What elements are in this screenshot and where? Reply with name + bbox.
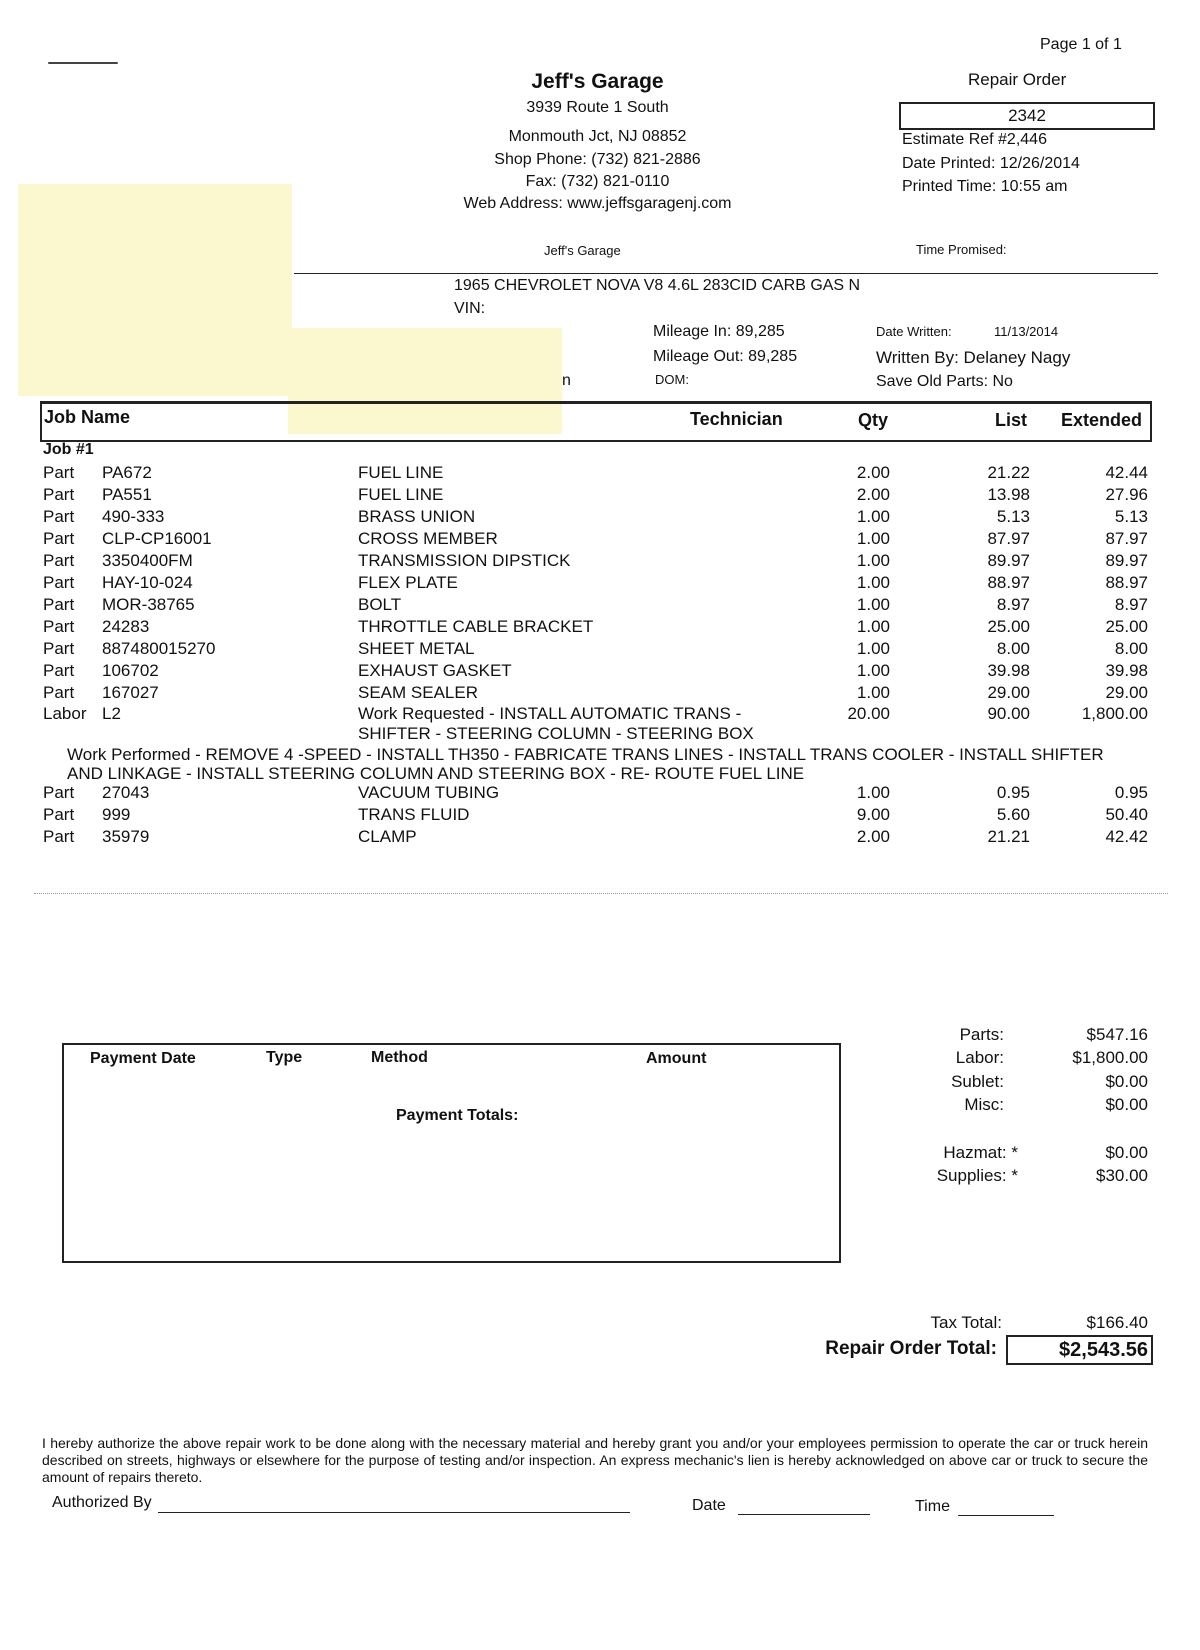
- items-end-divider: [34, 893, 1168, 894]
- column-qty: Qty: [858, 410, 889, 430]
- line-qty: 1.00: [856, 639, 890, 658]
- line-kind: Part: [43, 661, 75, 680]
- parts-total-label: Parts:: [959, 1025, 1004, 1044]
- line-extended: 8.00: [1114, 639, 1148, 658]
- table-row: [0, 617, 1200, 638]
- line-kind: Part: [43, 463, 75, 482]
- dom-label: DOM:: [655, 372, 689, 387]
- table-row: [0, 805, 1200, 826]
- line-extended: 39.98: [1105, 661, 1148, 680]
- tax-total-value: $166.40: [1086, 1313, 1148, 1332]
- payment-date-header: Payment Date: [90, 1050, 196, 1067]
- line-qty: 1.00: [856, 595, 890, 614]
- misc-total-value: $0.00: [1105, 1095, 1148, 1114]
- line-qty: 1.00: [856, 683, 890, 702]
- mileage-in: Mileage In: 89,285: [653, 323, 785, 340]
- partial-text: n: [562, 372, 571, 389]
- labor-code: L2: [102, 704, 121, 723]
- line-qty: 1.00: [856, 573, 890, 592]
- line-description: SEAM SEALER: [358, 683, 478, 702]
- line-description: EXHAUST GASKET: [358, 661, 512, 680]
- payment-box: [62, 1043, 841, 1263]
- time-label: Time: [915, 1498, 950, 1515]
- table-header-box: [40, 401, 1152, 442]
- line-list: 89.97: [987, 551, 1030, 570]
- line-kind: Part: [43, 573, 75, 592]
- work-performed-line2: AND LINKAGE - INSTALL STEERING COLUMN AND STEERING BOX - RE- ROUTE FUEL LINE: [67, 764, 805, 783]
- line-code: 999: [102, 805, 131, 824]
- shop-subname: Jeff's Garage: [544, 243, 621, 258]
- table-row: [0, 639, 1200, 660]
- line-code: 3350400FM: [102, 551, 193, 570]
- misc-total-label: Misc:: [964, 1095, 1004, 1114]
- line-list: 5.60: [996, 805, 1030, 824]
- line-extended: 42.44: [1105, 463, 1148, 482]
- job-title: Job #1: [43, 441, 94, 458]
- line-list: 5.13: [996, 507, 1030, 526]
- line-code: MOR-38765: [102, 595, 195, 614]
- payment-type-header: Type: [266, 1049, 303, 1066]
- time-signature-line[interactable]: [958, 1515, 1054, 1516]
- payment-amount-header: Amount: [646, 1050, 707, 1067]
- table-row: [0, 683, 1200, 704]
- line-list: 13.98: [987, 485, 1030, 504]
- hazmat-value: $0.00: [1105, 1143, 1148, 1162]
- line-kind: Part: [43, 683, 75, 702]
- line-kind: Part: [43, 595, 75, 614]
- payment-method-header: Method: [371, 1049, 428, 1066]
- line-list: 21.22: [987, 463, 1030, 482]
- table-row: [0, 529, 1200, 550]
- authorized-by-signature-line[interactable]: [158, 1512, 630, 1513]
- date-written-value: 11/13/2014: [994, 324, 1059, 339]
- work-performed-line1: Work Performed - REMOVE 4 -SPEED - INSTALL TH350 - FABRICATE TRANS LINES - INSTALL TRANS COOLER - INSTALL SHIFTER: [67, 745, 1104, 764]
- line-extended: 89.97: [1105, 551, 1148, 570]
- line-code: 167027: [102, 683, 159, 702]
- line-kind: Part: [43, 805, 75, 824]
- hazmat-label: Hazmat: *: [943, 1143, 1018, 1162]
- labor-qty: 20.00: [847, 704, 890, 723]
- line-extended: 5.13: [1114, 507, 1148, 526]
- line-qty: 2.00: [856, 485, 890, 504]
- table-row: [0, 507, 1200, 528]
- line-description: TRANSMISSION DIPSTICK: [358, 551, 571, 570]
- shop-phone: Shop Phone: (732) 821-2886: [494, 151, 701, 168]
- line-code: CLP-CP16001: [102, 529, 212, 548]
- column-extended: Extended: [1061, 410, 1143, 430]
- line-description: FUEL LINE: [358, 463, 444, 482]
- line-extended: 88.97: [1105, 573, 1148, 592]
- labor-extended: 1,800.00: [1081, 704, 1148, 723]
- repair-order-total-value: $2,543.56: [1006, 1335, 1153, 1365]
- line-extended: 25.00: [1105, 617, 1148, 636]
- staple-mark: [48, 62, 118, 64]
- line-kind: Part: [43, 551, 75, 570]
- column-list: List: [995, 410, 1028, 430]
- labor-total-label: Labor:: [955, 1048, 1004, 1067]
- shop-address-line2: Monmouth Jct, NJ 08852: [508, 128, 687, 145]
- line-qty: 2.00: [856, 827, 890, 846]
- labor-row: [0, 704, 1200, 746]
- line-description: BRASS UNION: [358, 507, 476, 526]
- line-description: TRANS FLUID: [358, 805, 470, 824]
- printed-time: Printed Time: 10:55 am: [902, 178, 1068, 195]
- line-description: CLAMP: [358, 827, 417, 846]
- table-row: [0, 463, 1200, 484]
- labor-total-value: $1,800.00: [1072, 1048, 1148, 1067]
- line-list: 8.00: [996, 639, 1030, 658]
- table-row: [0, 827, 1200, 848]
- line-extended: 29.00: [1105, 683, 1148, 702]
- line-code: 35979: [102, 827, 150, 846]
- line-qty: 1.00: [856, 617, 890, 636]
- payment-totals-label: Payment Totals:: [396, 1107, 519, 1124]
- authorization-text: I hereby authorize the above repair work to be done along with the necessary material and hereby grant you and/or your employees permission to operate the car or truck herein described on streets, highways or elsewhere for the purpose of testing and/or inspection. An express mechanic's lien is hereby acknowledged on above car or truck to secure the amount of repairs thereto.: [42, 1435, 1148, 1485]
- line-qty: 1.00: [856, 507, 890, 526]
- shop-address-line1: 3939 Route 1 South: [526, 99, 669, 116]
- line-kind: Part: [43, 507, 75, 526]
- line-extended: 50.40: [1105, 805, 1148, 824]
- shop-header: [400, 68, 795, 215]
- mileage-out: Mileage Out: 89,285: [653, 348, 798, 365]
- line-list: 8.97: [996, 595, 1030, 614]
- line-extended: 87.97: [1105, 529, 1148, 548]
- line-description: THROTTLE CABLE BRACKET: [358, 617, 594, 636]
- line-list: 88.97: [987, 573, 1030, 592]
- line-qty: 1.00: [856, 661, 890, 680]
- parts-total-value: $547.16: [1086, 1025, 1148, 1044]
- line-list: 29.00: [987, 683, 1030, 702]
- line-code: 490-333: [102, 507, 165, 526]
- line-extended: 42.42: [1105, 827, 1148, 846]
- sublet-total-label: Sublet:: [951, 1072, 1004, 1091]
- table-row: [0, 783, 1200, 804]
- labor-rate: 90.00: [987, 704, 1030, 723]
- line-qty: 1.00: [856, 551, 890, 570]
- line-kind: Part: [43, 617, 75, 636]
- work-requested-line1: Work Requested - INSTALL AUTOMATIC TRANS -: [358, 704, 742, 723]
- date-printed: Date Printed: 12/26/2014: [902, 155, 1080, 172]
- line-extended: 27.96: [1105, 485, 1148, 504]
- supplies-value: $30.00: [1096, 1166, 1148, 1185]
- line-extended: 8.97: [1114, 595, 1148, 614]
- line-list: 39.98: [987, 661, 1030, 680]
- line-code: 106702: [102, 661, 159, 680]
- shop-web-address: Web Address: www.jeffsgaragenj.com: [463, 195, 732, 212]
- table-row: [0, 573, 1200, 594]
- column-technician: Technician: [690, 409, 783, 429]
- line-code: PA551: [102, 485, 152, 504]
- line-description: BOLT: [358, 595, 402, 614]
- repair-order-number-box: 2342: [899, 102, 1155, 130]
- shop-name: Jeff's Garage: [531, 70, 664, 93]
- time-promised-label: Time Promised:: [916, 242, 1007, 257]
- line-code: 27043: [102, 783, 150, 802]
- table-row: [0, 551, 1200, 572]
- repair-order-title: Repair Order: [968, 70, 1067, 89]
- line-qty: 1.00: [856, 529, 890, 548]
- line-code: PA672: [102, 463, 152, 482]
- table-row: [0, 661, 1200, 682]
- vin-label: VIN:: [454, 300, 486, 317]
- line-list: 87.97: [987, 529, 1030, 548]
- redaction-note-left: [18, 184, 292, 396]
- customer-divider: [294, 273, 1158, 274]
- line-kind: Part: [43, 639, 75, 658]
- date-label: Date: [692, 1497, 726, 1514]
- line-qty: 2.00: [856, 463, 890, 482]
- sublet-total-value: $0.00: [1105, 1072, 1148, 1091]
- line-description: VACUUM TUBING: [358, 783, 500, 802]
- line-list: 0.95: [996, 783, 1030, 802]
- line-code: 887480015270: [102, 639, 216, 658]
- line-kind: Part: [43, 485, 75, 504]
- authorized-by-label: Authorized By: [52, 1494, 152, 1511]
- date-written-label: Date Written:: [876, 324, 952, 339]
- line-qty: 1.00: [856, 783, 890, 802]
- repair-order-total-label: Repair Order Total:: [825, 1338, 997, 1359]
- line-list: 25.00: [987, 617, 1030, 636]
- line-list: 21.21: [987, 827, 1030, 846]
- work-requested-line2: SHIFTER - STEERING COLUMN - STEERING BOX: [358, 724, 754, 743]
- line-extended: 0.95: [1114, 783, 1148, 802]
- save-old-parts: Save Old Parts: No: [876, 373, 1013, 390]
- line-description: FUEL LINE: [358, 485, 444, 504]
- date-signature-line[interactable]: [738, 1514, 870, 1515]
- line-description: CROSS MEMBER: [358, 529, 498, 548]
- line-description: FLEX PLATE: [358, 573, 458, 592]
- table-row: [0, 485, 1200, 506]
- page-number: Page 1 of 1: [1040, 36, 1122, 53]
- shop-fax: Fax: (732) 821-0110: [525, 173, 670, 190]
- line-code: HAY-10-024: [102, 573, 193, 592]
- table-row: [0, 595, 1200, 616]
- written-by: Written By: Delaney Nagy: [876, 348, 1071, 367]
- vehicle-description: 1965 CHEVROLET NOVA V8 4.6L 283CID CARB GAS N: [454, 277, 861, 294]
- line-kind: Part: [43, 529, 75, 548]
- labor-kind: Labor: [43, 704, 87, 723]
- supplies-label: Supplies: *: [936, 1166, 1018, 1185]
- line-kind: Part: [43, 827, 75, 846]
- tax-total-label: Tax Total:: [930, 1313, 1002, 1332]
- line-description: SHEET METAL: [358, 639, 475, 658]
- column-job-name: Job Name: [44, 407, 131, 427]
- estimate-ref: Estimate Ref #2,446: [902, 131, 1047, 148]
- line-kind: Part: [43, 783, 75, 802]
- line-qty: 9.00: [856, 805, 890, 824]
- line-code: 24283: [102, 617, 150, 636]
